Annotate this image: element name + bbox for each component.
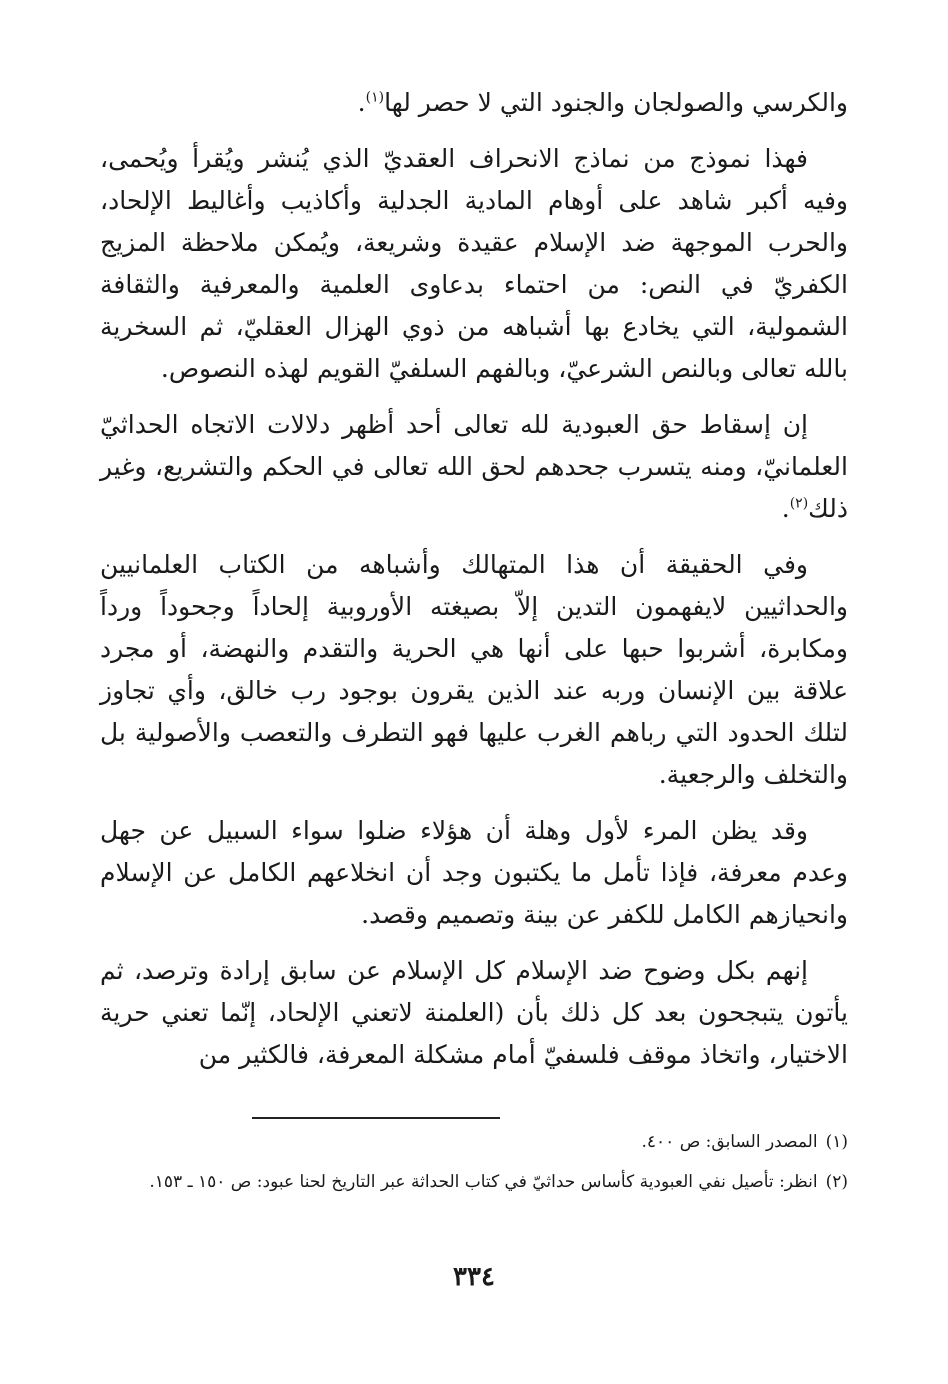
footnote-1-text: المصدر السابق: ص ٤٠٠. [641,1132,818,1152]
footnotes [100,1124,848,1204]
paragraph-1 [100,82,848,124]
page-number: ٣٣٤ [453,1262,495,1292]
paragraph-1-text: والكرسي والصولجان والجنود التي لا حصر لها [384,88,848,117]
paragraph-1-tail: . [357,88,366,117]
paragraph-5: وقد يظن المرء لأول وهلة أن هؤلاء ضلوا سواء السبيل عن جهل وعدم معرفة، فإذا تأمل ما يكتبون وجد أن انخلاعهم الكامل عن الإسلام وانحيازهم الكامل للكفر عن بينة وتصميم وقصد. [100,816,848,929]
footnote-2-text: انظر: تأصيل نفي العبودية كأساس حداثيّ في كتاب الحداثة عبر التاريخ لحنا عبود: ص ١٥٠ ـ ١٥٣. [149,1172,818,1192]
paragraph-6: إنهم بكل وضوح ضد الإسلام كل الإسلام عن سابق إرادة وترصد، ثم يأتون يتبجحون بعد كل ذلك بأن (العلمنة لاتعني الإلحاد، إنّما تعني حرية الاختيار، واتخاذ موقف فلسفيّ أمام مشكلة المعرفة، فالكثير من [100,956,848,1069]
footnote-2 [100,1164,848,1200]
footnote-ref-1[interactable]: (١) [365,89,385,106]
footnote-ref-2[interactable]: (٢) [789,495,809,512]
footnote-1-number: (١) [825,1132,848,1152]
footnote-2-number: (٢) [825,1172,848,1192]
paragraph-3 [100,404,848,530]
paragraph-3-text: إن إسقاط حق العبودية لله تعالى أحد أظهر دلالات الاتجاه الحداثيّ العلمانيّ، ومنه يتسرب جحدهم لحق الله تعالى في الحكم والتشريع، وغير ذلك [100,410,848,523]
footnote-divider [252,1117,500,1119]
paragraph-2: فهذا نموذج من نماذج الانحراف العقديّ الذي يُنشر ويُقرأ ويُحمى، وفيه أكبر شاهد على أوهام المادية الجدلية وأكاذيب وأغاليط الإلحاد، والحرب الموجهة ضد الإسلام عقيدة وشريعة، ويُمكن ملاحظة المزيج الكفريّ في النص: من احتماء بدعاوى العلمية والمعرفية والثقافة الشمولية، التي يخادع بها أشباهه من ذوي الهزال العقليّ، ثم السخرية بالله تعالى وبالنص الشرعيّ، وبالفهم السلفيّ القويم لهذه النصوص. [100,144,848,383]
paragraph-4: وفي الحقيقة أن هذا المتهالك وأشباهه من الكتاب العلمانيين والحداثيين لايفهمون التدين إلاّ بصيغته الأوروبية إلحاداً وجحوداً ورداً ومكابرة، أشربوا حبها على أنها هي الحرية والتقدم والنهضة، أو مجرد علاقة بين الإنسان وربه عند الذين يقرون بوجود رب خالق، وأي تجاوز لتلك الحدود التي رباهم الغرب عليها فهو التطرف والتعصب والأصولية بل والتخلف والرجعية. [100,550,848,789]
paragraph-3-tail: . [781,494,790,523]
footnote-1 [100,1124,848,1160]
